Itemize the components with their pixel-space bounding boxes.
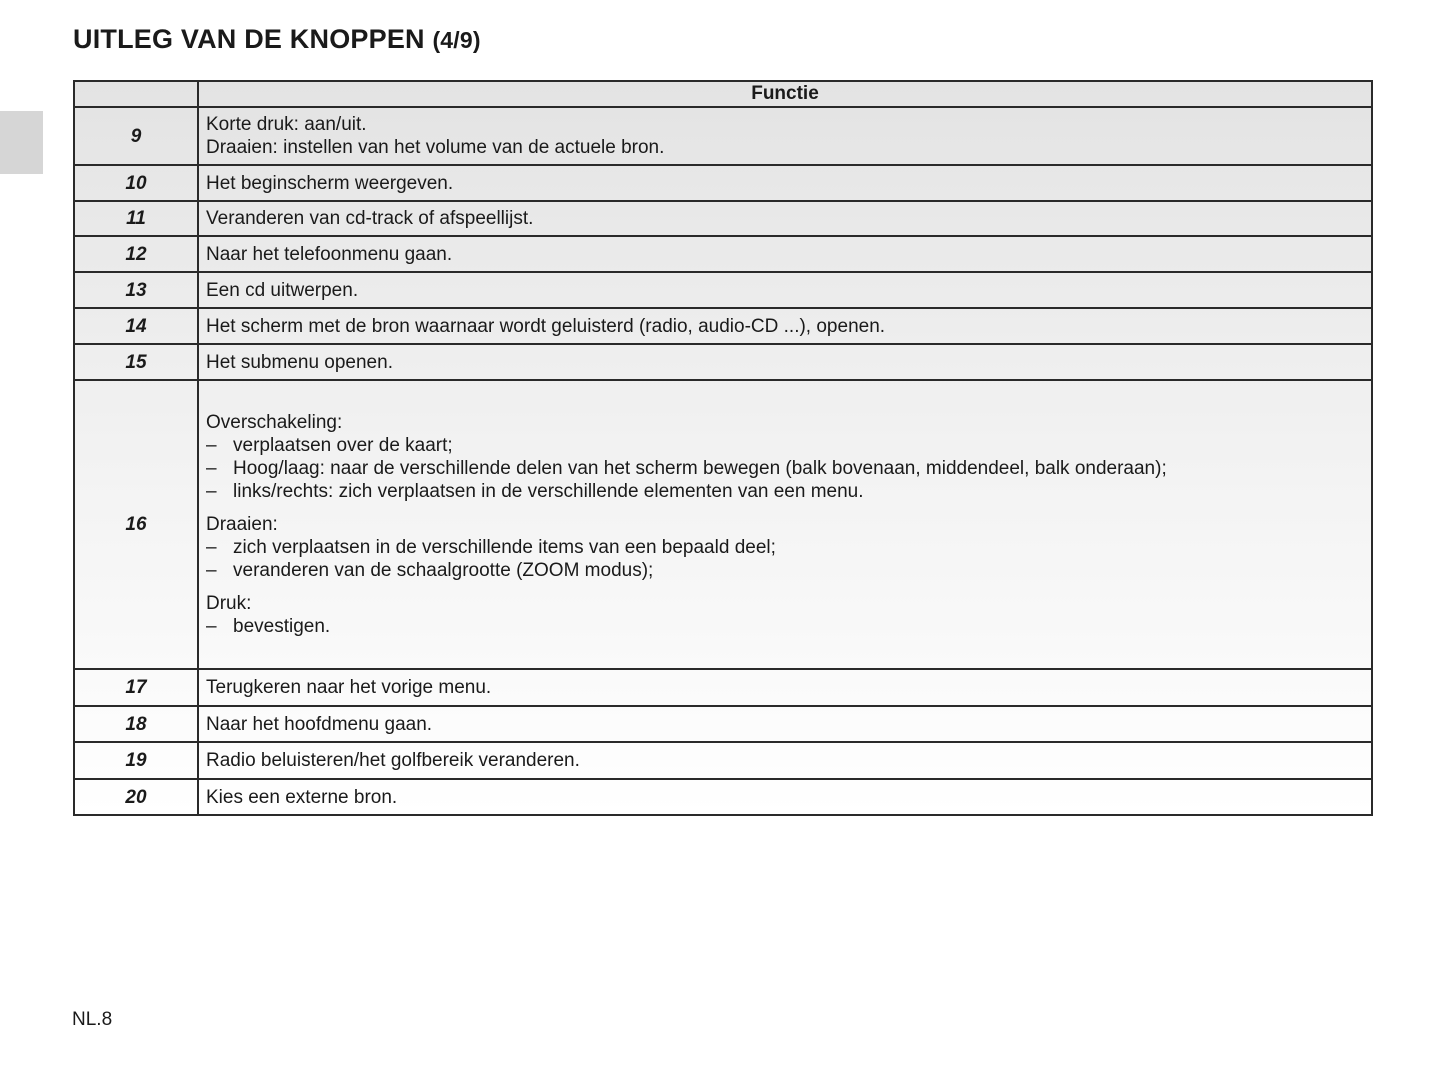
button-function-table [73, 80, 1373, 816]
function-cell [198, 669, 1372, 706]
function-text: Terugkeren naar het vorige menu. [206, 677, 492, 698]
button-number: 11 [74, 201, 198, 236]
function-text: Het scherm met de bron waarnaar wordt geluisterd (radio, audio-CD ...), openen. [206, 315, 886, 337]
bullet-item [206, 559, 1364, 582]
function-text: Naar het hoofdmenu gaan. [206, 713, 433, 735]
table-row [74, 107, 1372, 165]
function-cell [198, 706, 1372, 742]
function-cell [198, 779, 1372, 815]
function-text: Een cd uitwerpen. [206, 279, 359, 301]
function-cell [198, 344, 1372, 380]
bullet-text: verplaatsen over de kaart; [233, 435, 453, 456]
button-number: 10 [74, 165, 198, 201]
function-text: Kies een externe bron. [206, 786, 398, 808]
table-row [74, 706, 1372, 742]
header-function: Functie [198, 81, 1372, 107]
function-cell [198, 272, 1372, 308]
dash-marker: – [206, 616, 217, 637]
bullet-text: bevestigen. [233, 616, 331, 637]
table-row [74, 779, 1372, 815]
page-number: NL.8 [72, 1009, 113, 1030]
bullet-item [206, 434, 1364, 457]
function-cell [198, 380, 1372, 669]
button-number: 20 [74, 779, 198, 815]
function-text: Naar het telefoonmenu gaan. [206, 243, 453, 265]
table-row [74, 669, 1372, 706]
button-number: 14 [74, 308, 198, 344]
table-row [74, 380, 1372, 669]
group-heading: Druk: [206, 593, 252, 614]
bullet-item [206, 480, 1364, 503]
table-row [74, 272, 1372, 308]
bullet-text: veranderen van de schaalgrootte (ZOOM modus); [233, 560, 654, 581]
function-cell [198, 107, 1372, 165]
table-row [74, 236, 1372, 272]
function-cell [198, 308, 1372, 344]
function-cell [198, 201, 1372, 236]
bullet-item [206, 457, 1364, 480]
page-title [73, 24, 481, 55]
button-number: 18 [74, 706, 198, 742]
function-text: Het beginscherm weergeven. [206, 172, 454, 194]
table-row [74, 201, 1372, 236]
button-number: 15 [74, 344, 198, 380]
group-heading: Draaien: [206, 514, 278, 535]
dash-marker: – [206, 458, 217, 479]
function-text: Veranderen van cd-track of afspeellijst. [206, 208, 534, 229]
table-row [74, 742, 1372, 779]
button-number: 9 [74, 107, 198, 165]
table-row [74, 308, 1372, 344]
bullet-item [206, 536, 1364, 559]
header-number [74, 81, 198, 107]
table-row [74, 344, 1372, 380]
section-tab-marker [0, 111, 43, 174]
button-number: 17 [74, 669, 198, 706]
bullet-item [206, 615, 1364, 638]
title-text: UITLEG VAN DE KNOPPEN [73, 24, 425, 54]
button-number: 13 [74, 272, 198, 308]
group-heading: Overschakeling: [206, 412, 343, 433]
button-number: 19 [74, 742, 198, 779]
page-indicator: (4/9) [432, 27, 481, 53]
bullet-text: Hoog/laag: naar de verschillende delen van het scherm bewegen (balk bovenaan, middendeel, balk onderaan); [233, 458, 1167, 479]
dash-marker: – [206, 537, 217, 558]
button-number: 12 [74, 236, 198, 272]
function-text: Het submenu openen. [206, 351, 393, 373]
table-row [74, 165, 1372, 201]
function-text: Radio beluisteren/het golfbereik veranderen. [206, 750, 580, 771]
function-line: Korte druk: aan/uit. [206, 114, 367, 135]
function-cell [198, 236, 1372, 272]
button-number: 16 [74, 380, 198, 669]
function-cell [198, 742, 1372, 779]
dash-marker: – [206, 481, 217, 502]
dash-marker: – [206, 435, 217, 456]
bullet-text: zich verplaatsen in de verschillende items van een bepaald deel; [233, 537, 776, 558]
dash-marker: – [206, 560, 217, 581]
bullet-text: links/rechts: zich verplaatsen in de verschillende elementen van een menu. [233, 481, 864, 502]
function-cell [198, 165, 1372, 201]
function-line: Draaien: instellen van het volume van de actuele bron. [206, 137, 665, 158]
